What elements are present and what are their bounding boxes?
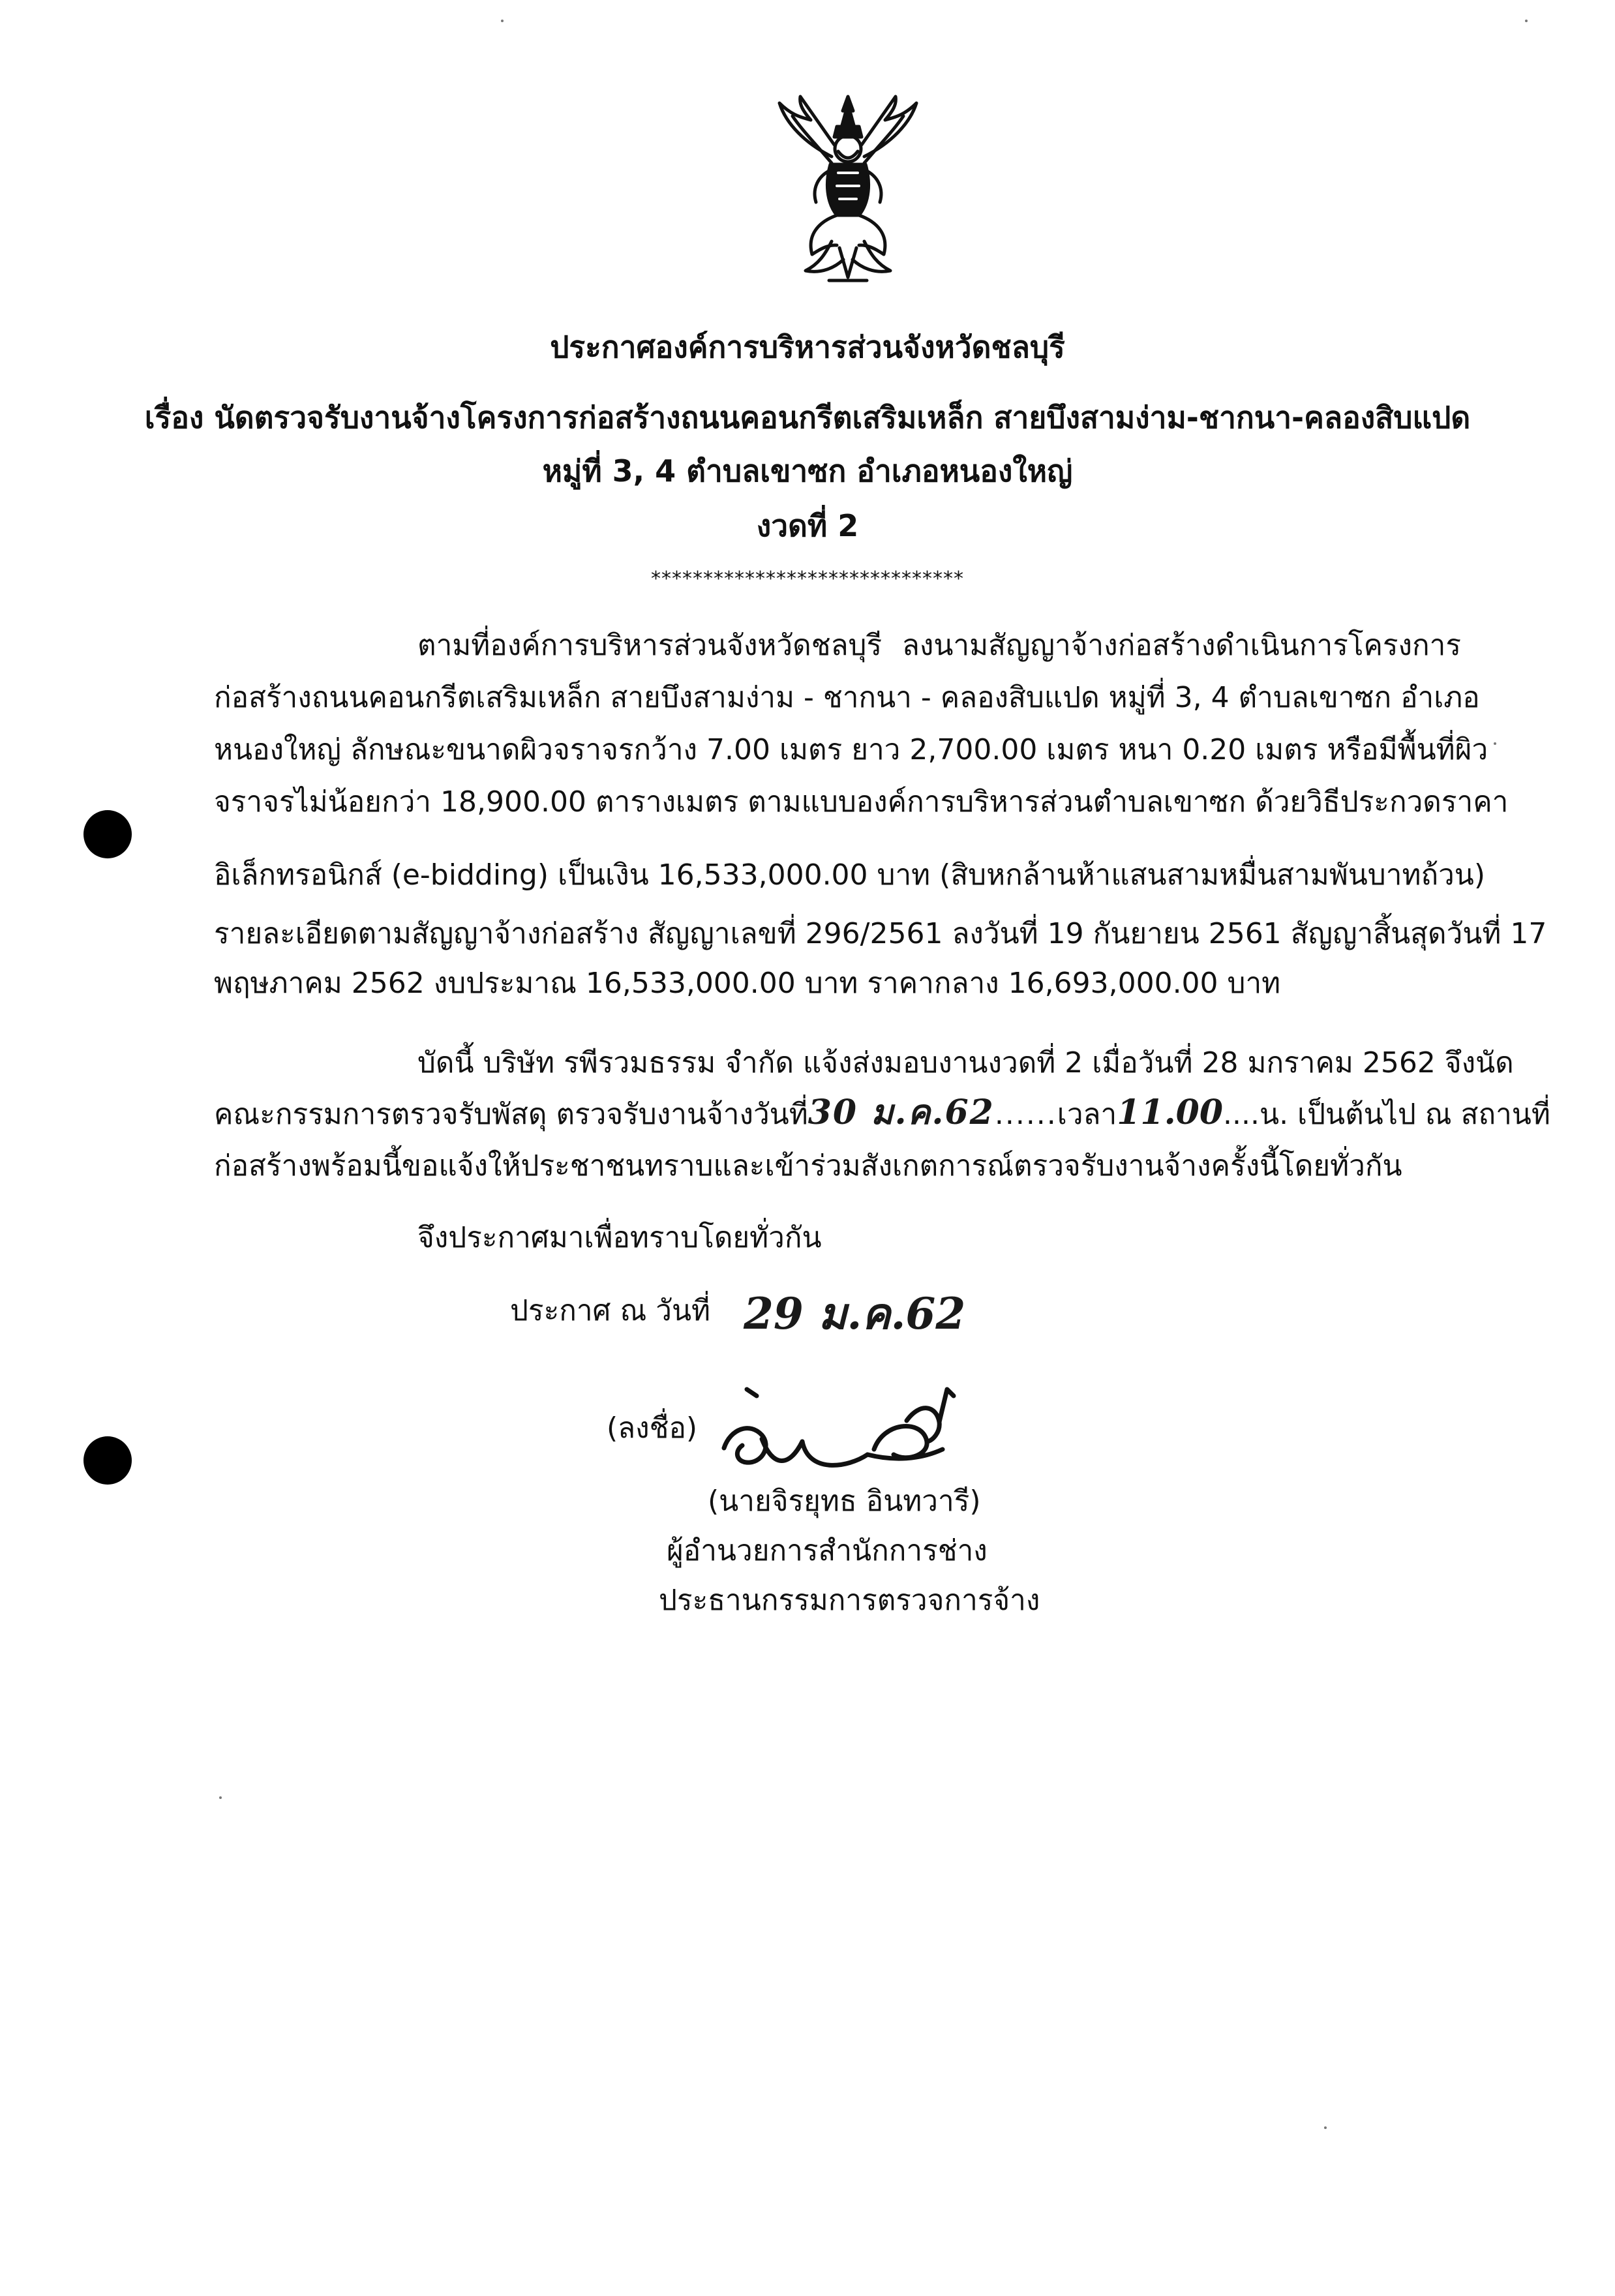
agency-title: ประกาศองค์การบริหารส่วนจังหวัดชลบุรี bbox=[550, 329, 1065, 365]
scan-speck bbox=[501, 20, 504, 22]
garuda-emblem-icon bbox=[766, 91, 929, 287]
scan-speck bbox=[219, 1796, 222, 1799]
paragraph1-line: ตามที่องค์การบริหารส่วนจังหวัดชลบุรี ลงนามสัญญาจ้างก่อสร้างดำเนินการโครงการ bbox=[417, 629, 1461, 662]
installment-title: งวดที่ 2 bbox=[756, 508, 859, 543]
handwritten-signature bbox=[711, 1376, 998, 1487]
scan-speck bbox=[1494, 742, 1496, 745]
paragraph1-line: รายละเอียดตามสัญญาจ้างก่อสร้าง สัญญาเลขที่ 296/2561 ลงวันที่ 19 กันยายน 2561 สัญญาสิ้นสุดวันที่ 17 bbox=[214, 917, 1547, 950]
paragraph1-line: ก่อสร้างถนนคอนกรีตเสริมเหล็ก สายบึงสามง่าม - ชากนา - คลองสิบแปด หมู่ที่ 3, 4 ตำบลเขาซก อำเภอ bbox=[214, 681, 1480, 714]
paragraph2-line: บัดนี้ บริษัท รพีรวมธรรม จำกัด แจ้งส่งมอบงานงวดที่ 2 เมื่อวันที่ 28 มกราคม 2562 จึงนัด bbox=[417, 1046, 1514, 1080]
separator-line: ****************************** bbox=[651, 567, 964, 590]
paragraph1-line: อิเล็กทรอนิกส์ (e-bidding) เป็นเงิน 16,533,000.00 บาท (สิบหกล้านห้าแสนสามหมื่นสามพันบาทถ้วน) bbox=[214, 858, 1486, 892]
subject-title: เรื่อง นัดตรวจรับงานจ้างโครงการก่อสร้างถนนคอนกรีตเสริมเหล็ก สายบึงสามง่าม-ชากนา-คลองสิบแปด bbox=[144, 400, 1471, 435]
paragraph1-line: หนองใหญ่ ลักษณะขนาดผิวจราจรกว้าง 7.00 เมตร ยาว 2,700.00 เมตร หนา 0.20 เมตร หรือมีพื้นที่ผิว bbox=[214, 733, 1488, 766]
location-title: หมู่ที่ 3, 4 ตำบลเขาซก อำเภอหนองใหญ่ bbox=[542, 453, 1073, 489]
committee-position: ประธานกรรมการตรวจการจ้าง bbox=[659, 1584, 1040, 1617]
inspection-time-label: เวลา bbox=[1057, 1098, 1117, 1131]
punch-hole bbox=[83, 810, 132, 858]
inspection-suffix: น. เป็นต้นไป ณ สถานที่ bbox=[1260, 1098, 1550, 1131]
scan-speck bbox=[1324, 2126, 1327, 2129]
punch-hole bbox=[83, 1436, 132, 1485]
scan-speck bbox=[1525, 20, 1528, 22]
paragraph2-line: ก่อสร้างพร้อมนี้ขอแจ้งให้ประชาชนทราบและเข้าร่วมสังเกตการณ์ตรวจรับงานจ้างครั้งนี้โดยทั่วกัน bbox=[214, 1149, 1402, 1183]
paragraph2-line-2: คณะกรรมการตรวจรับพัสดุ ตรวจรับงานจ้างวันที่30 ม.ค.62......เวลา11.00....น. เป็นต้นไป ณ สถานที่ bbox=[214, 1093, 1550, 1132]
announcement-line: จึงประกาศมาเพื่อทราบโดยทั่วกัน bbox=[417, 1221, 822, 1254]
announcement-date-label: ประกาศ ณ วันที่ bbox=[510, 1294, 711, 1327]
announcement-date-handwritten: 29 ม.ค.62 bbox=[744, 1288, 966, 1339]
paragraph1-line: พฤษภาคม 2562 งบประมาณ 16,533,000.00 บาท ราคากลาง 16,693,000.00 บาท bbox=[214, 967, 1281, 1000]
signatory-name: (นายจิรยุทธ อินทวารี) bbox=[708, 1485, 981, 1518]
inspection-date-handwritten: 30 ม.ค.62 bbox=[808, 1093, 995, 1132]
inspection-date-label: คณะกรรมการตรวจรับพัสดุ ตรวจรับงานจ้างวันที่ bbox=[214, 1098, 808, 1131]
signatory-position: ผู้อำนวยการสำนักการช่าง bbox=[667, 1534, 988, 1567]
inspection-time-handwritten: 11.00 bbox=[1117, 1093, 1224, 1132]
paragraph1-line: จราจรไม่น้อยกว่า 18,900.00 ตารางเมตร ตามแบบองค์การบริหารส่วนตำบลเขาซก ด้วยวิธีประกวดราคา bbox=[214, 785, 1509, 819]
signed-label: (ลงชื่อ) bbox=[607, 1412, 698, 1445]
